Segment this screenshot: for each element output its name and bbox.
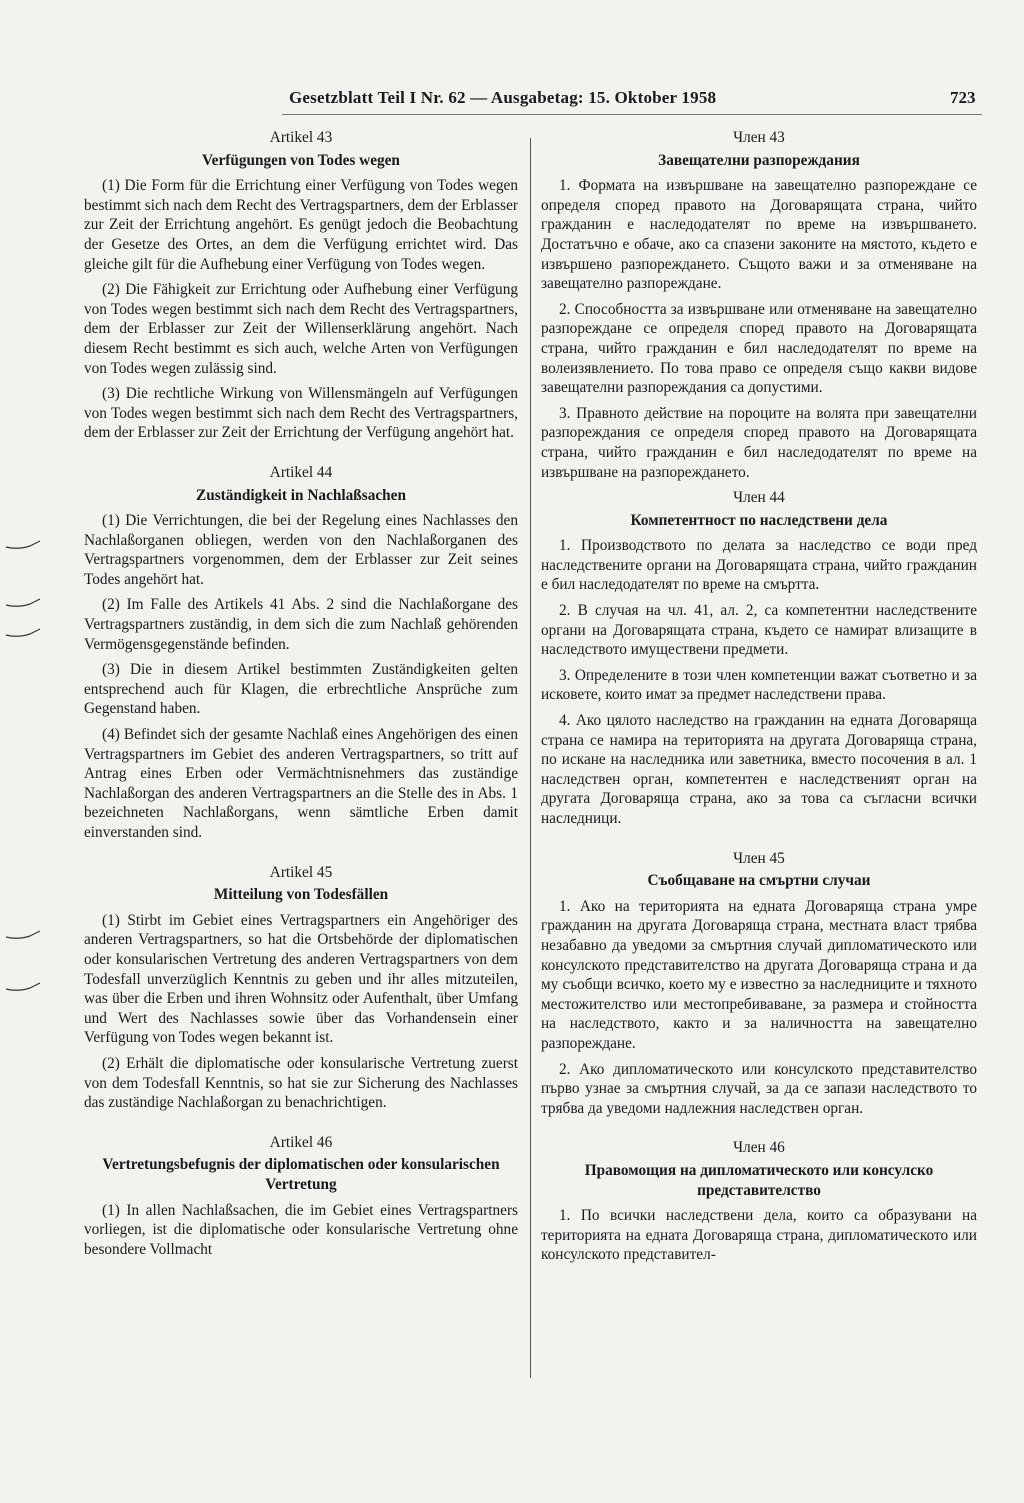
article-subheading: Zuständigkeit in Nachlaßsachen	[196, 486, 406, 504]
article-45	[84, 863, 518, 1113]
german-column	[84, 128, 518, 1265]
margin-check-mark	[4, 982, 42, 994]
paragraph: (2) Im Falle des Artikels 41 Abs. 2 sind die Nachlaßorgane des Vertragspartners zuständig, in dem sich die zum Nachlaß gehörenden Vermögensgegenstände befinden.	[84, 596, 518, 653]
paragraph: 1. По всички наследствени дела, които са образувани на територията на едната Договаряща страна, дипломатическото или консулското представител-	[541, 1207, 977, 1264]
margin-check-mark	[4, 930, 42, 942]
article-heading: Artikel 43	[269, 129, 333, 146]
page-header	[0, 88, 1024, 112]
paragraph: (1) In allen Nachlaßsachen, die im Gebiet eines Vertragspartners vorliegen, ist die diplomatische oder konsularische Vertretung ohne besondere Vollmacht	[84, 1201, 518, 1258]
page-number: 723	[950, 88, 976, 107]
paragraph: 2. В случая на чл. 41, ал. 2, са компетентни наследствените органи на Договарящата страна, където се намират влизащите в наследството имуществени предмети.	[541, 602, 977, 659]
column-divider	[530, 138, 531, 1378]
article-44	[84, 463, 518, 843]
paragraph: 2. Способността за извършване или отменяване на завещателно разпореждане се определя според правото на Договарящата страна, чийто гражданин е бил наследодателят по време на волеизявлението. По това право се определя също какви видове завещателни разпореждания са допустими.	[541, 300, 977, 397]
article-subheading: Verfügungen von Todes wegen	[202, 151, 400, 169]
article-heading: Член 44	[733, 489, 785, 507]
paragraph: 3. Правното действие на пороците на волята при завещателни разпореждания се определя според правото на Договарящата страна, чийто гражданин е бил наследодателят по време на извършване на разпореждането.	[541, 404, 977, 481]
paragraph: (2) Die Fähigkeit zur Errichtung oder Aufhebung einer Verfügung von Todes wegen bestimmt sich nach dem Recht des Vertragspartners, dem der Erblasser zur Zeit der Willenserklärung angehört. Nach diesem Recht bestimmt es sich auch, welche Arten von Verfügungen von Todes wegen zulässig sind.	[84, 281, 518, 377]
article-subheading: Правомощия на дипломатическото или консулско представителство	[584, 1161, 934, 1199]
paragraph: 2. Ако дипломатическото или консулското представителство първо узнае за смъртния случай, за да се запази наследството то трябва да уведоми надлежния наследствен орган.	[541, 1060, 977, 1117]
header-rule	[282, 114, 982, 115]
article-subheading: Завещателни разпореждания	[658, 151, 860, 169]
paragraph: (1) Die Verrichtungen, die bei der Regelung eines Nachlasses den Nachlaßorganen obliegen, werden von den Nachlaßorganen des Vertragspartners vorgenommen, dem der Erblasser zur Zeit seines Todes angehört hat.	[84, 512, 518, 588]
paragraph: (1) Die Form für die Errichtung einer Verfügung von Todes wegen bestimmt sich nach dem Recht des Vertragspartners, dem der Erblasser zur Zeit der Errichtung angehört. Es genügt jedoch die Beobachtung der Gesetze des Ortes, an dem die Verfügung errichtet wird. Das gleiche gilt für die Aufhebung einer Verfügung von Todes wegen.	[84, 177, 518, 273]
paragraph: 1. Производството по делата за наследство се води пред наследствените органи на Договарящата страна, чийто гражданин е бил наследодателят по време на смъртта.	[541, 537, 977, 594]
article-subheading: Компетентност по наследствени дела	[630, 511, 888, 529]
margin-check-mark	[4, 540, 42, 552]
article-heading: Член 43	[733, 129, 785, 146]
chlen-43	[541, 128, 977, 482]
article-subheading: Vertretungsbefugnis der diplomatischen oder konsularischen Vertretung	[102, 1156, 500, 1193]
chlen-45	[541, 849, 977, 1119]
chlen-44	[541, 488, 977, 829]
article-46	[84, 1133, 518, 1260]
article-heading: Artikel 45	[269, 863, 333, 881]
paragraph: (1) Stirbt im Gebiet eines Vertragspartners ein Angehöriger des anderen Vertragspartners, so hat die Ortsbehörde der diplomatischen oder konsularischen Vertretung des anderen Vertragspartners von dem Todesfall unverzüglich Kenntnis zu geben und ihr alles mitzuteilen, was über die Erben und ihren Wohnsitz oder Aufenthalt, über Umfang und Wert des Nachlasses sowie über das Vorhandensein einer Verfügung von Todes wegen bekannt ist.	[84, 911, 518, 1047]
header-title: Gesetzblatt Teil I Nr. 62 — Ausgabetag: 15. Oktober 1958	[289, 88, 717, 107]
paragraph: 4. Ако цялото наследство на гражданин на едната Договаряща страна се намира на територията на другата Договаряща страна, по искане на наследника или заветника, вместо посочения в ал. 1 наследствен орган, компетентен е наследственият орган на другата Договаряща страна, ако за това са съгласни всички наследници.	[541, 712, 977, 827]
paragraph: (4) Befindet sich der gesamte Nachlaß eines Angehörigen des einen Vertragspartners im Gebiet des anderen Vertragspartners, so tritt auf Antrag eines Erben oder Vermächtnisnehmers das zuständige Nachlaßorgan des anderen Vertragspartners an die Stelle des in Abs. 1 bezeichneten Nachlaßorgans, wenn sämtliche Erben damit einverstanden sind.	[84, 726, 518, 841]
paragraph: (3) Die in diesem Artikel bestimmten Zuständigkeiten gelten entsprechend auch für Klagen, die erbrechtliche Ansprüche zum Gegenstand haben.	[84, 661, 518, 718]
chlen-46	[541, 1138, 977, 1265]
paragraph: 1. Формата на извършване на завещателно разпореждане се определя според правото на Договарящата страна, чийто гражданин е наследодателят по време на извършването. Достатъчно е обаче, ако са спазени законите на мястото, където е извършено разпореждането. Същото важи и за отменяване на завещателно разпореждане.	[541, 177, 977, 293]
article-heading: Artikel 46	[269, 1133, 333, 1151]
article-subheading: Съобщаване на смъртни случаи	[647, 872, 871, 890]
paragraph: (3) Die rechtliche Wirkung von Willensmängeln auf Verfügungen von Todes wegen bestimmt sich nach dem Recht des Vertragspartners, dem der Erblasser zur Zeit der Errichtung der Verfügung angehört hat.	[84, 385, 518, 442]
margin-check-mark	[4, 628, 42, 640]
article-subheading: Mitteilung von Todesfällen	[213, 886, 389, 904]
article-heading: Artikel 44	[269, 463, 333, 481]
paragraph: 3. Определените в този член компетенции важат съответно и за исковете, които имат за предмет наследствени права.	[541, 666, 977, 704]
article-heading: Член 46	[733, 1139, 785, 1157]
margin-check-mark	[4, 598, 42, 610]
article-heading: Член 45	[733, 849, 785, 867]
paragraph: (2) Erhält die diplomatische oder konsularische Vertretung zuerst von dem Todesfall Kenntnis, so hat sie zur Sicherung des Nachlasses das zuständige Nachlaßorgan zu benachrichtigen.	[84, 1054, 518, 1112]
bulgarian-column	[541, 128, 977, 1271]
article-43	[84, 128, 518, 443]
paragraph: 1. Ако на територията на едната Договаряща страна умре гражданин на другата Договаряща страна, местната власт трябва незабавно да уведоми за смъртния случай дипломатическото или консулското представителство на другата Договаряща страна и да му съобщи всичко, което му е известно за наследниците и тяхното местожителство или местопребиваване, за размера и стойността на наследството, както и за наличността на завещателно разпореждане.	[541, 897, 977, 1052]
